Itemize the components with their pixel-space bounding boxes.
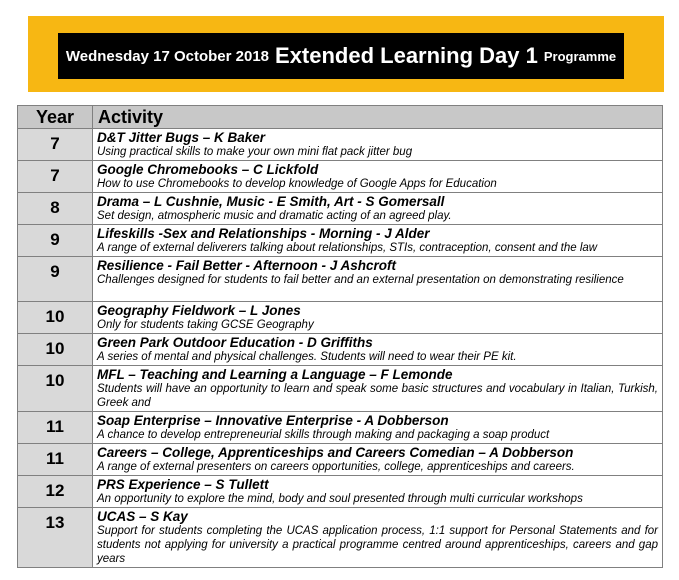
row-year: 10: [18, 366, 93, 412]
row-year: 13: [18, 508, 93, 568]
table-row: [18, 476, 663, 508]
row-year: 12: [18, 476, 93, 508]
row-activity: [93, 257, 663, 302]
activity-description: A range of external presenters on careers opportunities, college, apprenticeships and careers.: [97, 461, 575, 473]
activity-description: Set design, atmospheric music and dramatic acting of an agreed play.: [97, 210, 452, 222]
table-row: [18, 225, 663, 257]
row-year: 7: [18, 129, 93, 161]
table-row: [18, 193, 663, 225]
year-column-header: Year: [18, 106, 93, 129]
activity-title: Resilience - Fail Better - Afternoon - J Ashcroft: [97, 258, 397, 273]
activity-title: UCAS – S Kay: [97, 509, 188, 524]
row-year: 11: [18, 444, 93, 476]
row-year: 7: [18, 161, 93, 193]
row-year: 10: [18, 334, 93, 366]
table-row: [18, 302, 663, 334]
table-row: [18, 508, 663, 568]
table-row: [18, 366, 663, 412]
table-row: [18, 257, 663, 302]
row-year: 10: [18, 302, 93, 334]
activity-title: Careers – College, Apprenticeships and Careers Comedian – A Dobberson: [97, 445, 574, 460]
activity-column-header: Activity: [93, 106, 663, 129]
activity-title: Soap Enterprise – Innovative Enterprise - A Dobberson: [97, 413, 449, 428]
row-year: 8: [18, 193, 93, 225]
activity-title: Green Park Outdoor Education - D Griffiths: [97, 335, 373, 350]
row-activity: [93, 508, 663, 568]
row-activity: [93, 161, 663, 193]
header-banner: [28, 16, 664, 92]
activity-title: Geography Fieldwork – L Jones: [97, 303, 301, 318]
activity-title: PRS Experience – S Tullett: [97, 477, 269, 492]
row-activity: [93, 476, 663, 508]
activity-description: Support for students completing the UCAS application process, 1:1 support for Personal Statements and for students not applying for university a practical programme centred around apprenticeships, careers and gap years: [97, 525, 658, 565]
table-header-row: [18, 106, 663, 129]
row-activity: [93, 302, 663, 334]
activity-description: How to use Chromebooks to develop knowledge of Google Apps for Education: [97, 178, 497, 190]
activity-description: An opportunity to explore the mind, body and soul presented through multi curricular workshops: [97, 493, 583, 505]
table-row: [18, 161, 663, 193]
activity-title: Lifeskills -Sex and Relationships - Morning - J Alder: [97, 226, 430, 241]
header-title-box: [58, 33, 624, 79]
activity-title: MFL – Teaching and Learning a Language – F Lemonde: [97, 367, 453, 382]
row-year: 11: [18, 412, 93, 444]
programme-table: [17, 105, 663, 568]
row-activity: [93, 334, 663, 366]
table-row: [18, 412, 663, 444]
activity-description: Using practical skills to make your own mini flat pack jitter bug: [97, 146, 413, 158]
activity-description: Only for students taking GCSE Geography: [97, 319, 314, 331]
activity-title: D&T Jitter Bugs – K Baker: [97, 130, 266, 145]
activity-description: A series of mental and physical challenges. Students will need to wear their PE kit.: [97, 351, 517, 363]
table-row: [18, 444, 663, 476]
activity-description: A range of external deliverers talking about relationships, STIs, contraception, consent and the law: [97, 242, 598, 254]
row-year: 9: [18, 225, 93, 257]
row-year: 9: [18, 257, 93, 302]
row-activity: [93, 412, 663, 444]
row-activity: [93, 444, 663, 476]
table-row: [18, 129, 663, 161]
row-activity: [93, 129, 663, 161]
activity-description: Challenges designed for students to fail better and an external presentation on demonstrating resilience: [97, 274, 624, 286]
activity-title: Drama – L Cushnie, Music - E Smith, Art - S Gomersall: [97, 194, 445, 209]
row-activity: [93, 366, 663, 412]
row-activity: [93, 193, 663, 225]
header-subtitle: Programme: [543, 48, 617, 64]
activity-title: Google Chromebooks – C Lickfold: [97, 162, 319, 177]
activity-description: Students will have an opportunity to learn and speak some basic structures and vocabulary in Italian, Turkish, Greek and: [97, 383, 658, 409]
activity-description: A chance to develop entrepreneurial skills through making and packaging a soap product: [97, 429, 550, 441]
header-title: Extended Learning Day 1: [275, 43, 538, 68]
header-date: Wednesday 17 October 2018: [65, 47, 270, 65]
row-activity: [93, 225, 663, 257]
table-row: [18, 334, 663, 366]
